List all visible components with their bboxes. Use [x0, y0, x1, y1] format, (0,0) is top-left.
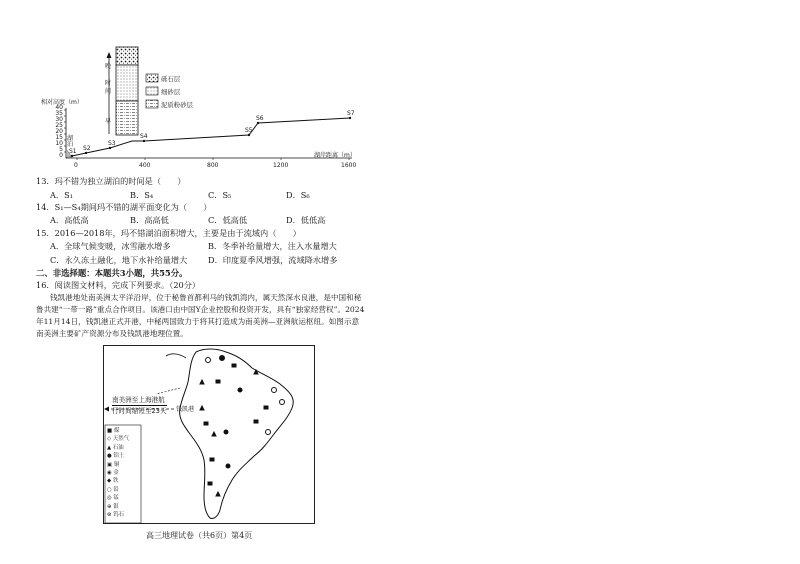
y-tick-labels: 40 35 30 25 20 15 10 5 0: [55, 104, 63, 159]
q13-option-b: B．S₄: [130, 190, 154, 200]
time-late: 晚: [105, 63, 112, 70]
q13-stem: 13．玛不错为独立湖泊的时间是（ ）: [36, 176, 186, 186]
x-tick-1200: 1200: [273, 162, 289, 169]
point-label-s7: S7: [347, 110, 355, 117]
q15-option-d: D．印度夏季风增强，流域降水增多: [208, 255, 338, 265]
route-label: 南美洲至上海港航 行时间缩短至23天: [112, 396, 167, 415]
page-footer: 高三地理试卷（共6页）第4页: [146, 531, 253, 540]
point-label-s4: S4: [140, 133, 148, 140]
q16-stem: 16．阅读图文材料，完成下列要求。（20分）: [36, 280, 201, 290]
legend-bauxite: ● 铝土: [107, 453, 125, 460]
chart-xlabel: 湖岸距离（m）: [314, 152, 356, 159]
legend-gas: ◇ 天然气: [107, 436, 130, 443]
legend-manganese: ◎ 锰: [107, 495, 119, 502]
q15-option-a: A．全球气候变暖，冰雪融水增多: [50, 241, 171, 251]
legend-gravel: 砾石层: [161, 75, 181, 83]
legend-silt: 泥质粉砂层: [161, 101, 193, 109]
x-tick-1600: 1600: [341, 162, 357, 169]
q13-option-d: D．S₆: [286, 190, 310, 200]
q13-option-c: C．S₅: [208, 190, 232, 200]
q15-stem: 15．2016—2018年，玛不错湖泊面积增大，主要是由于流域内（ ）: [36, 228, 301, 238]
south-america-map: [103, 345, 315, 524]
q14-option-a: A．高低高: [50, 215, 89, 225]
port-label: 钱凯港: [176, 406, 195, 413]
q13-option-a: A．S₁: [50, 190, 73, 200]
q16-line-4: 南美洲主要矿产资源分布及钱凯港地理位置。: [36, 329, 188, 338]
point-label-s2: S2: [83, 145, 91, 152]
x-tick-0: 0: [74, 162, 78, 169]
legend-sand: 细砂层: [161, 88, 181, 96]
section-2-heading: 二、非选择题：本题共3小题，共55分。: [36, 268, 188, 278]
x-tick-400: 400: [139, 162, 151, 169]
q16-line-2: 鲁共建“一带一路”重点合作项目。该港口由中国Y企业控股和投资开发，具有“独家经营权”。2024: [36, 305, 365, 314]
legend-copper: ▣ 铜: [107, 461, 120, 468]
point-label-s5: S5: [245, 127, 253, 134]
q14-option-c: C．低高低: [208, 215, 248, 225]
q14-stem: 14．S₁—S₄期间玛不错的湖平面变化为（ ）: [36, 202, 212, 212]
legend-gold: ◉ 金: [107, 470, 119, 477]
q16-line-1: 钱凯港地处南美洲太平洋沿岸，位于秘鲁首都利马的钱凯湾内，属天然深水良港，是中国和秘: [50, 293, 362, 302]
chart-ylabel: 相对高度（m）: [41, 99, 83, 106]
mineral-legend: [107, 427, 129, 519]
point-label-s3: S3: [108, 140, 116, 147]
q15-option-b: B．冬季补给量增大，注入水量增大: [208, 241, 337, 251]
q14-option-b: B．高高低: [130, 215, 169, 225]
lake-label: 湖泊: [67, 135, 74, 148]
legend-lead: ○ 铅: [107, 486, 119, 493]
legend-oil: ▲ 石油: [107, 444, 124, 451]
time-early: 早: [105, 118, 112, 125]
profile-line: [72, 118, 350, 156]
legend-silver: ⊕ 银: [107, 503, 119, 510]
point-label-s1: S1: [69, 148, 77, 155]
point-label-s6: S6: [256, 115, 264, 122]
q16-line-3: 年11月14日，钱凯港正式开港，中秘两国致力于将其打造成为南美洲—亚洲航运枢纽。如图示意: [36, 317, 360, 326]
legend-tungsten: ⊗ 钨石: [107, 512, 125, 519]
q14-option-d: D．低低高: [286, 215, 326, 225]
lake-section-chart: [0, 0, 800, 180]
legend-iron: ◆ 铁: [107, 478, 119, 485]
time-label: 时间: [105, 80, 112, 95]
legend-coal: ■ 煤: [107, 428, 120, 434]
strata-column: [116, 47, 138, 135]
q15-option-c: C．永久冻土融化，地下水补给量增大: [50, 255, 188, 265]
continent-outline: [104, 346, 316, 525]
x-tick-800: 800: [207, 162, 219, 169]
